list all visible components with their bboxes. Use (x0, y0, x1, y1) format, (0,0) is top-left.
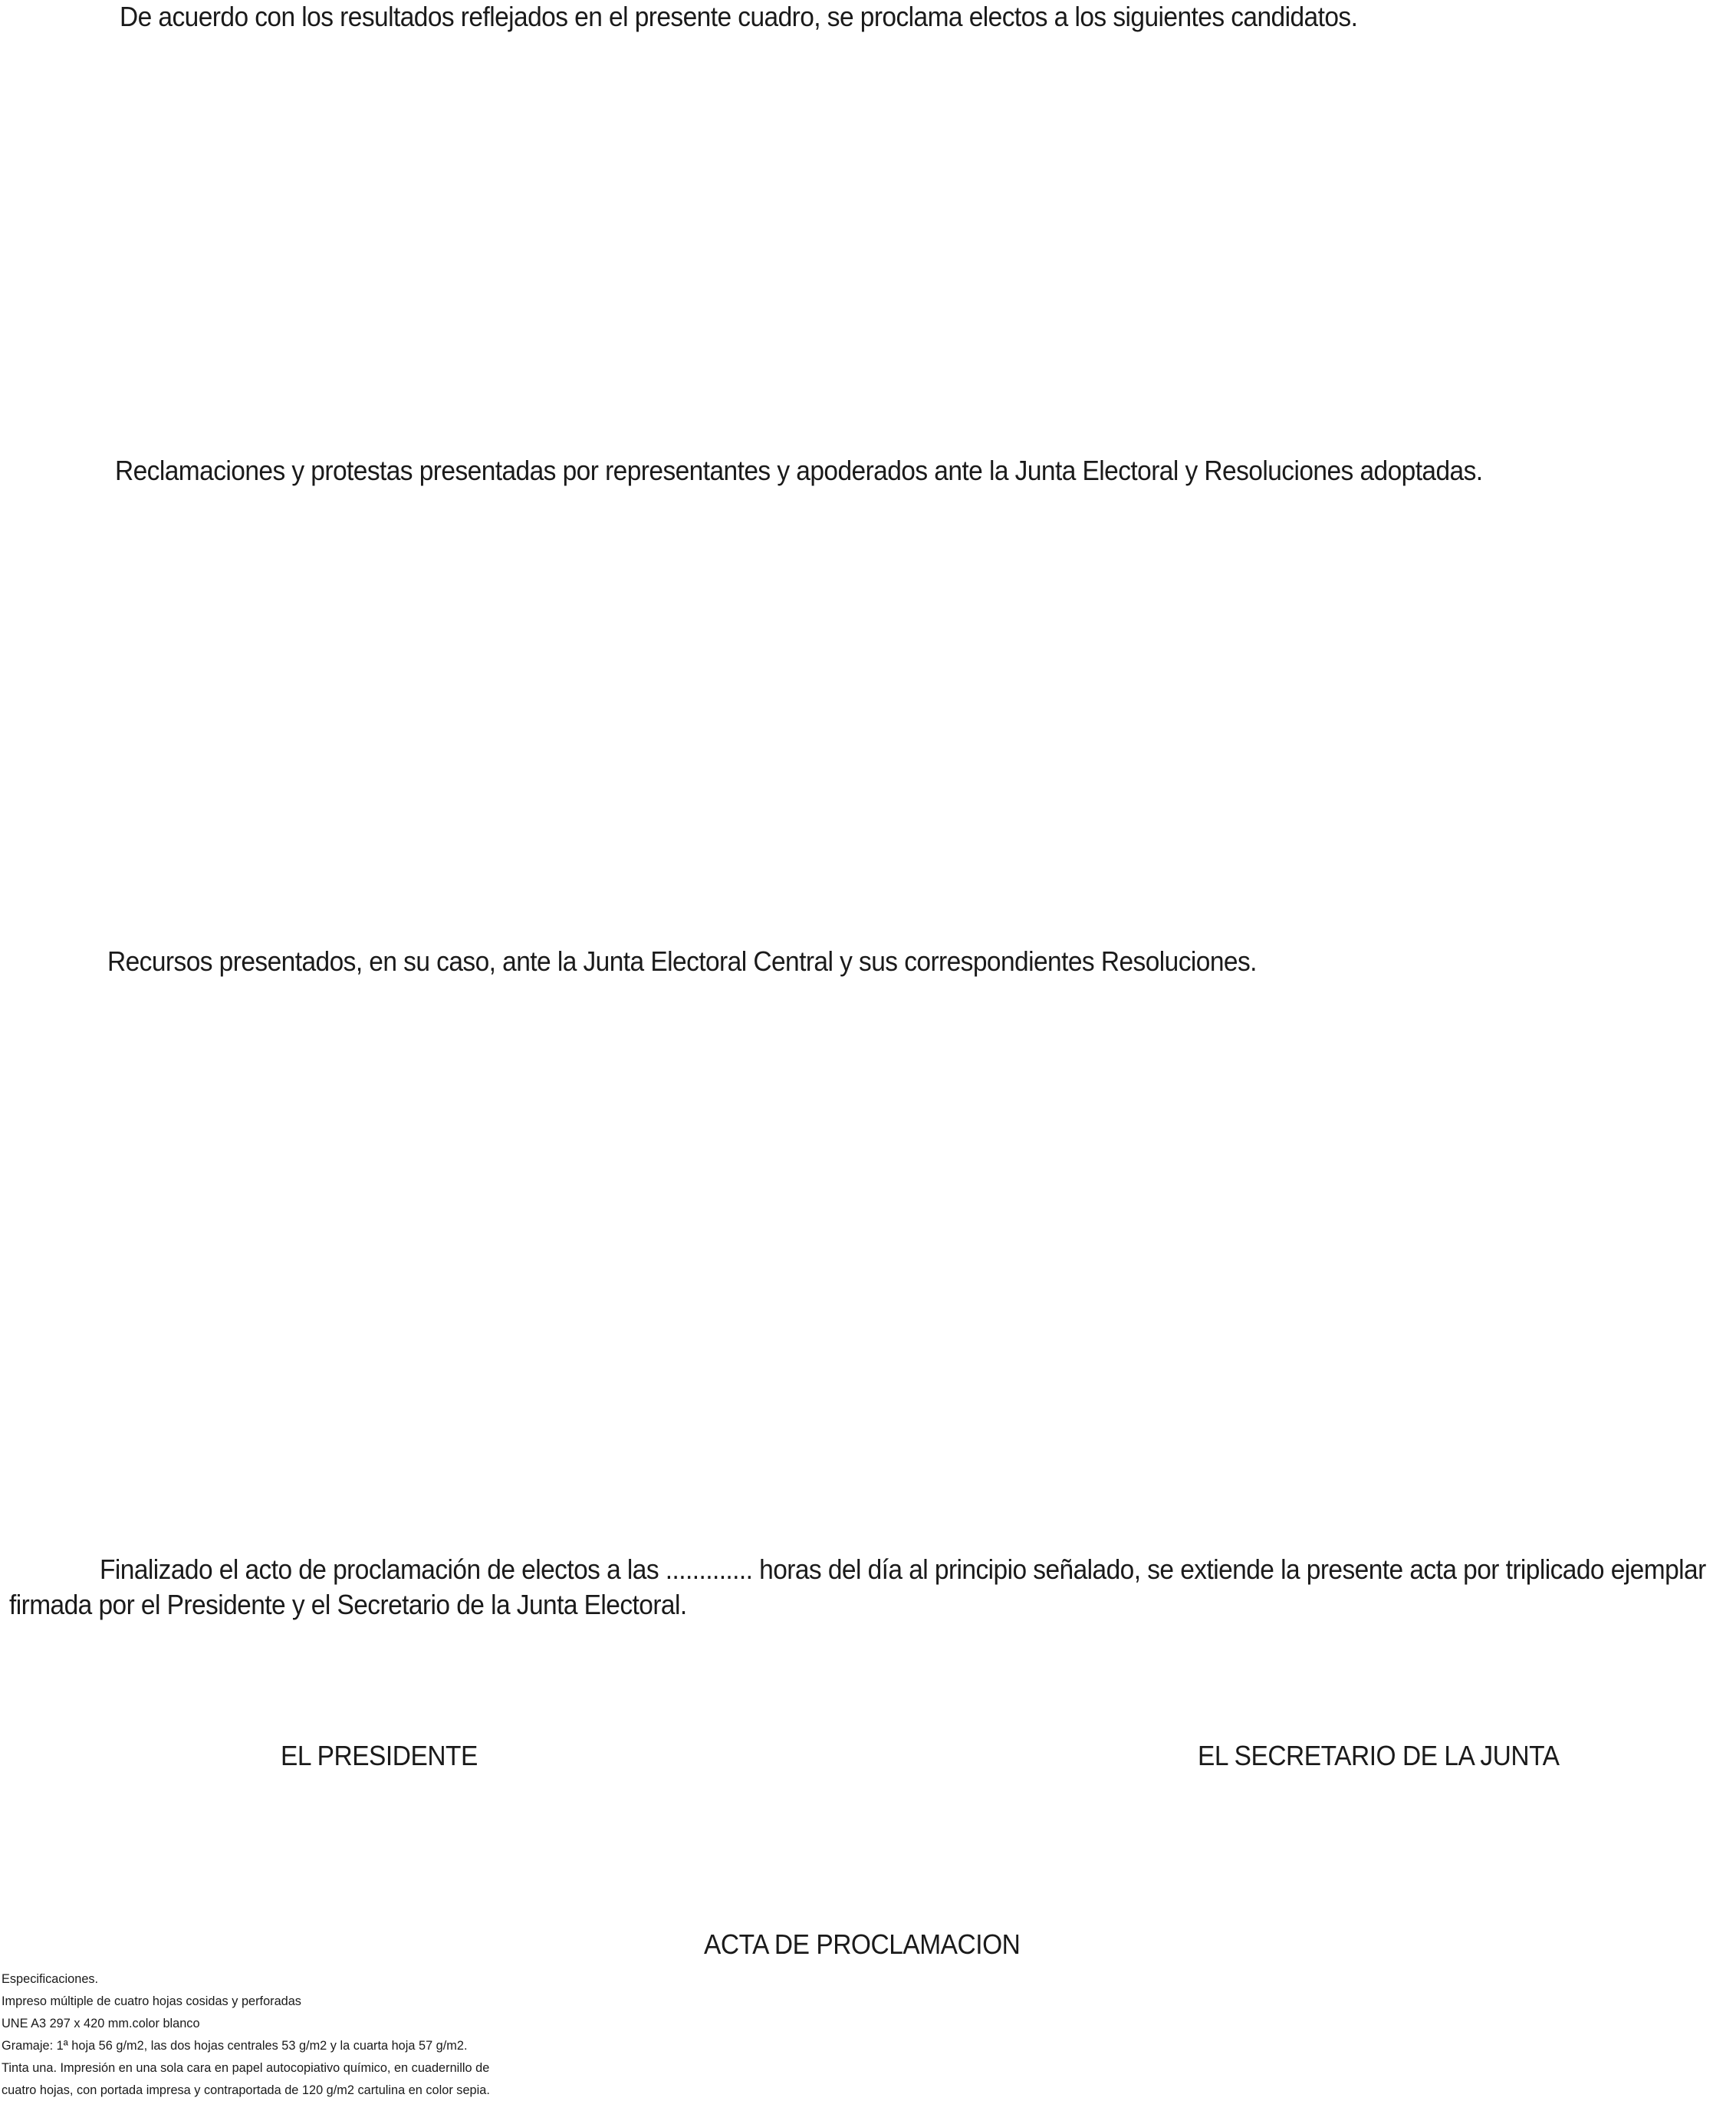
specification-line: Tinta una. Impresión en una sola cara en papel autocopiativo químico, en cuadernillo de (2, 2060, 490, 2075)
specification-line: Gramaje: 1ª hoja 56 g/m2, las dos hojas centrales 53 g/m2 y la cuarta hoja 57 g/m2. (2, 2038, 468, 2053)
appeals-heading: Recursos presentados, en su caso, ante la Junta Electoral Central y sus correspondientes Resoluciones. (107, 945, 1257, 977)
specification-line: UNE A3 297 x 420 mm.color blanco (2, 2016, 200, 2030)
claims-heading: Reclamaciones y protestas presentadas por representantes y apoderados ante la Junta Electoral y Resoluciones adoptadas. (115, 455, 1483, 486)
specifications-block (2, 1968, 692, 2101)
closing-paragraph-line-2: firmada por el Presidente y el Secretario de la Junta Electoral. (9, 1589, 687, 1620)
specification-line: cuatro hojas, con portada impresa y contraportada de 120 g/m2 cartulina en color sepia. (2, 2083, 490, 2097)
specifications-heading: Especificaciones. (2, 1971, 99, 1986)
closing-paragraph-line-1: Finalizado el acto de proclamación de electos a las ............. horas del día al principio señalado, se extiende la presente acta por triplicado ejemplar (100, 1554, 1706, 1585)
form-title: ACTA DE PROCLAMACION (704, 1928, 1021, 1960)
secretary-signature-label: EL SECRETARIO DE LA JUNTA (1198, 1740, 1560, 1771)
proclamation-statement: De acuerdo con los resultados reflejados en el presente cuadro, se proclama electos a los siguientes candidatos. (120, 1, 1358, 32)
president-signature-label: EL PRESIDENTE (281, 1740, 478, 1771)
specification-line: Impreso múltiple de cuatro hojas cosidas y perforadas (2, 1994, 301, 2008)
